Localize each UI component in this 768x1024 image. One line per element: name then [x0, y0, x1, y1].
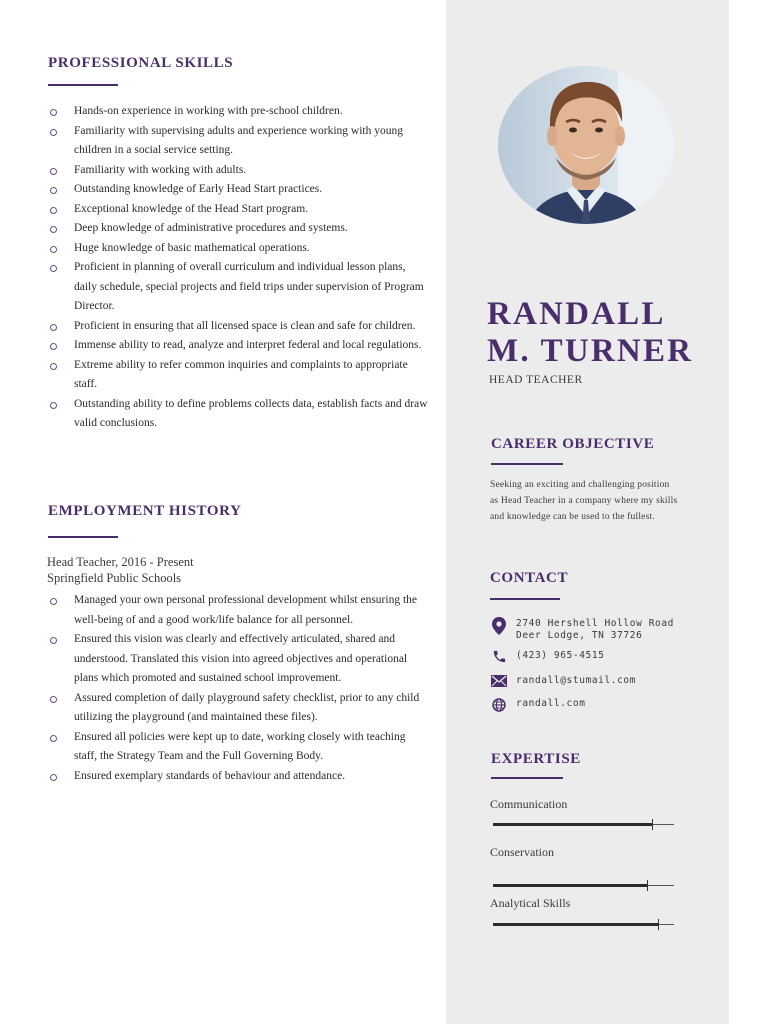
- bullet-circle-icon: [50, 246, 57, 253]
- heading-underline: [48, 536, 118, 538]
- heading-underline: [491, 463, 563, 465]
- expertise-bar: [493, 819, 674, 831]
- bullet-circle-icon: [50, 109, 57, 116]
- contact-phone: [490, 648, 604, 664]
- list-item: Managed your own personal professional development whilst ensuring the well-being of and a good work/life balance for all personnel.: [48, 591, 423, 630]
- bullet-circle-icon: [50, 735, 57, 742]
- list-item: Huge knowledge of basic mathematical operations.: [48, 239, 428, 259]
- contact-email: [490, 673, 636, 689]
- bar-marker: [652, 819, 653, 830]
- list-item: Outstanding ability to define problems collects data, establish facts and draw valid conclusions.: [48, 395, 428, 434]
- employment-list: [48, 591, 423, 786]
- list-item: Ensured exemplary standards of behaviour and attendance.: [48, 767, 423, 787]
- list-item: Hands-on experience in working with pre-school children.: [48, 102, 428, 122]
- career-objective-text: Seeking an exciting and challenging position as Head Teacher in a company where my skills and knowledge can be used to the fullest.: [490, 480, 678, 522]
- phone-number[interactable]: (423) 965-4515: [516, 650, 605, 661]
- name-line-first: RANDALL: [487, 296, 666, 332]
- expertise-heading: EXPERTISE: [491, 751, 581, 767]
- list-item: Extreme ability to refer common inquiries and complaints to appropriate staff.: [48, 356, 428, 395]
- expertise-bar: [493, 880, 674, 892]
- bullet-circle-icon: [50, 129, 57, 136]
- bullet-circle-icon: [50, 637, 57, 644]
- career-objective-heading: CAREER OBJECTIVE: [491, 436, 655, 452]
- phone-icon: [490, 648, 508, 664]
- heading-underline: [48, 84, 118, 86]
- address-line-2: Deer Lodge, TN 37726: [516, 630, 643, 641]
- skills-list: [48, 102, 428, 434]
- bullet-circle-icon: [50, 207, 57, 214]
- expertise-label: Communication: [490, 797, 568, 811]
- bullet-circle-icon: [50, 696, 57, 703]
- email-address[interactable]: randall@stumail.com: [516, 675, 637, 686]
- bullet-circle-icon: [50, 265, 57, 272]
- list-item: Immense ability to read, analyze and interpret federal and local regulations.: [48, 336, 428, 356]
- professional-skills-heading: PROFESSIONAL SKILLS: [48, 55, 234, 71]
- expertise-label: Analytical Skills: [490, 896, 571, 910]
- bullet-circle-icon: [50, 324, 57, 331]
- envelope-icon: [490, 673, 508, 689]
- list-item: Outstanding knowledge of Early Head Start practices.: [48, 180, 428, 200]
- bullet-circle-icon: [50, 343, 57, 350]
- bar-marker: [658, 919, 659, 930]
- company-name: Springfield Public Schools: [47, 571, 182, 585]
- person-name: [487, 296, 693, 370]
- globe-icon: [490, 697, 508, 713]
- bullet-circle-icon: [50, 598, 57, 605]
- list-item: Ensured all policies were kept up to date, working closely with teaching staff, the Strategy Team and the Full Governing Body.: [48, 728, 423, 767]
- bullet-circle-icon: [50, 363, 57, 370]
- website-link[interactable]: randall.com: [516, 698, 586, 709]
- expertise-bar: [493, 919, 674, 931]
- list-item: Ensured this vision was clearly and effectively articulated, shared and understood. Translated this vision into agreed objectives and operational plans which promoted and sustained school improvement.: [48, 630, 423, 689]
- heading-underline: [491, 777, 563, 779]
- bullet-circle-icon: [50, 402, 57, 409]
- bullet-circle-icon: [50, 187, 57, 194]
- expertise-label: Conservation: [490, 845, 554, 859]
- job-title: Head Teacher, 2016 - Present: [47, 555, 194, 569]
- portrait-illustration: [498, 66, 674, 224]
- address-line-1: 2740 Hershell Hollow Road: [516, 618, 674, 629]
- job-position: HEAD TEACHER: [489, 374, 583, 386]
- list-item: Deep knowledge of administrative procedures and systems.: [48, 219, 428, 239]
- list-item: Familiarity with working with adults.: [48, 161, 428, 181]
- list-item: Assured completion of daily playground safety checklist, prior to any child utilizing the playground (and maintained these files).: [48, 689, 423, 728]
- bullet-circle-icon: [50, 226, 57, 233]
- bar-fill: [493, 823, 652, 826]
- contact-website: [490, 697, 586, 713]
- employment-history-heading: EMPLOYMENT HISTORY: [48, 503, 242, 519]
- bullet-circle-icon: [50, 774, 57, 781]
- list-item: Exceptional knowledge of the Head Start program.: [48, 200, 428, 220]
- name-line-last: M. TURNER: [487, 333, 694, 369]
- list-item: Proficient in ensuring that all licensed space is clean and safe for children.: [48, 317, 428, 337]
- list-item: Proficient in planning of overall curriculum and individual lesson plans, daily schedule, special projects and field trips under supervision of Program Director.: [48, 258, 428, 317]
- location-pin-icon: [490, 618, 508, 634]
- bullet-circle-icon: [50, 168, 57, 175]
- contact-heading: CONTACT: [490, 570, 569, 586]
- bar-fill: [493, 884, 647, 887]
- bar-marker: [647, 880, 648, 891]
- profile-photo: [498, 66, 674, 224]
- contact-address: [490, 618, 674, 642]
- bar-fill: [493, 923, 658, 926]
- list-item: Familiarity with supervising adults and experience working with young children in a social service setting.: [48, 122, 428, 161]
- heading-underline: [490, 598, 560, 600]
